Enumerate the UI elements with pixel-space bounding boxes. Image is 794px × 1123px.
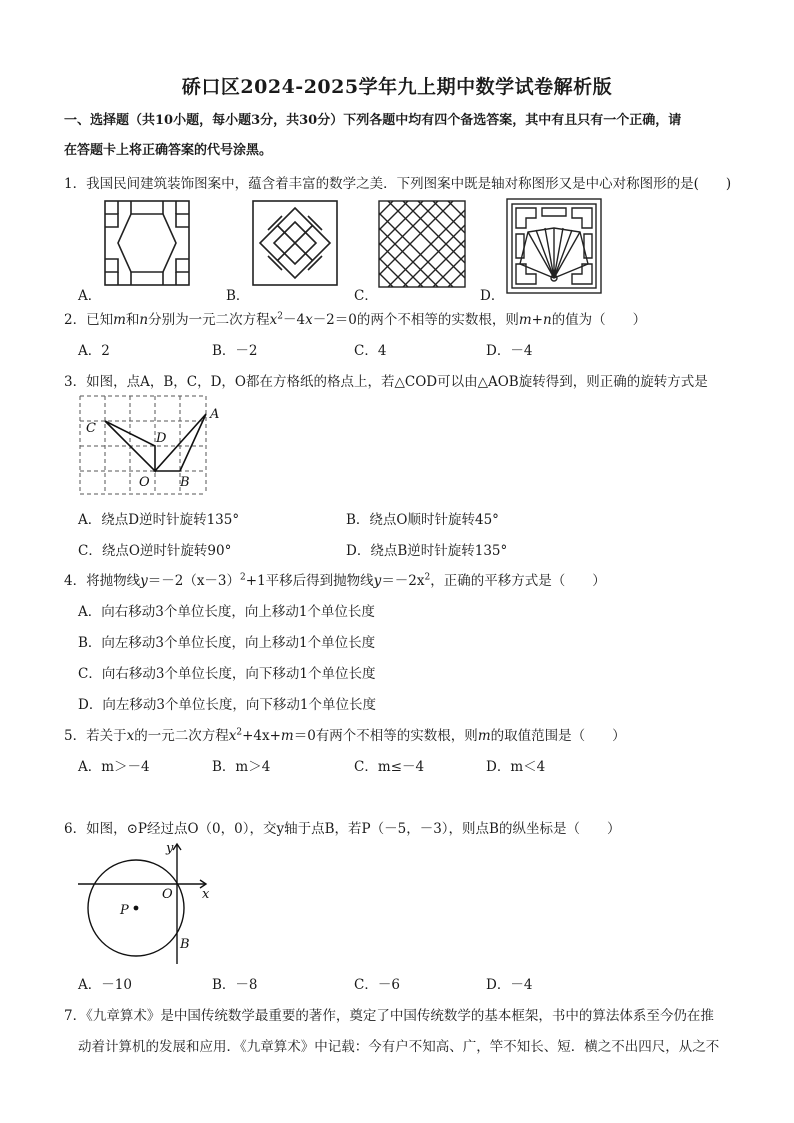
q6-stem: 6．如图，⊙P经过点O（0，0），交y轴于点B，若P（－5，－3），则点B的纵坐标是（ ） bbox=[64, 821, 621, 837]
q6-label-b: B bbox=[180, 937, 190, 952]
q3-option-d[interactable]: D．绕点B逆时针旋转135° bbox=[346, 543, 508, 559]
q6-label-o: O bbox=[162, 887, 173, 902]
q2-stem: 2．已知m和n分别为一元二次方程$x^2-4x-2=0$的两个不相等的实数根，则m+n的值为（ ） bbox=[64, 311, 647, 328]
q1-stem: 1．我国民间建筑装饰图案中，蕴含着丰富的数学之美．下列图案中既是轴对称图形又是中心对称图形的是( ) bbox=[64, 176, 732, 192]
q6-option-a[interactable]: A．－10 bbox=[78, 977, 132, 993]
q5-stem: 5．若关于x的一元二次方程$x^2+4x+m=0$有两个不相等的实数根，则m的取值范围是（ ） bbox=[64, 727, 626, 744]
q3-stem: 3．如图，点A，B，C，D，O都在方格纸的格点上，若△COD可以由△AOB旋转得到，则正确的旋转方式是 bbox=[64, 374, 708, 390]
q2-option-b[interactable]: B．－2 bbox=[212, 343, 258, 359]
q1-option-b[interactable]: B． bbox=[226, 288, 250, 304]
pattern-b-figure bbox=[252, 200, 338, 286]
q3-label-c: C bbox=[86, 421, 96, 436]
q6-label-x: x bbox=[202, 887, 210, 902]
q7-line-1: 7．《九章算术》是中国传统数学最重要的著作，奠定了中国传统数学的基本框架，书中的算法体系至今仍在推 bbox=[64, 1008, 714, 1024]
q5-option-a[interactable]: A．m＞－4 bbox=[78, 759, 150, 775]
q6-option-d[interactable]: D．－4 bbox=[486, 977, 533, 993]
q3-option-b[interactable]: B．绕点O顺时针旋转45° bbox=[346, 512, 499, 528]
q1-option-a[interactable]: A． bbox=[78, 288, 102, 304]
q1-option-d[interactable]: D． bbox=[480, 288, 505, 304]
q4-option-d[interactable]: D．向左移动3个单位长度，向下移动1个单位长度 bbox=[78, 697, 377, 713]
q6-label-y: y bbox=[166, 841, 174, 856]
section-instructions bbox=[64, 106, 744, 166]
q3-option-c[interactable]: C．绕点O逆时针旋转90° bbox=[78, 543, 232, 559]
section-line-1: 一、选择题（共10小题，每小题3分，共30分）下列各题中均有四个备选答案，其中有且只有一个正确，请 bbox=[64, 113, 682, 128]
q6-circle-figure bbox=[76, 838, 226, 968]
q3-label-a: A bbox=[210, 407, 220, 422]
page-title: 硚口区2024-2025学年九上期中数学试卷解析版 bbox=[181, 76, 613, 98]
section-line-2: 在答题卡上将正确答案的代号涂黑。 bbox=[64, 143, 273, 158]
q1-option-c[interactable]: C． bbox=[354, 288, 378, 304]
q6-option-c[interactable]: C．－6 bbox=[354, 977, 400, 993]
q5-option-d[interactable]: D．m＜4 bbox=[486, 759, 546, 775]
q4-option-b[interactable]: B．向左移动3个单位长度，向上移动1个单位长度 bbox=[78, 635, 376, 651]
q6-label-p: P bbox=[120, 903, 129, 918]
pattern-a-figure bbox=[104, 200, 190, 286]
pattern-c-figure bbox=[378, 200, 466, 288]
q3-label-b: B bbox=[180, 475, 190, 490]
q2-option-d[interactable]: D．－4 bbox=[486, 343, 533, 359]
q2-option-a[interactable]: A．2 bbox=[78, 343, 110, 359]
q2-option-c[interactable]: C．4 bbox=[354, 343, 387, 359]
q7-line-2: 动着计算机的发展和应用．《九章算术》中记载：今有户不知高、广，竿不知长、短．横之不出四尺，从之不 bbox=[78, 1039, 720, 1055]
q3-label-o: O bbox=[139, 475, 150, 490]
q5-option-b[interactable]: B．m＞4 bbox=[212, 759, 271, 775]
q4-option-a[interactable]: A．向右移动3个单位长度，向上移动1个单位长度 bbox=[78, 604, 375, 620]
q3-option-a[interactable]: A．绕点D逆时针旋转135° bbox=[78, 512, 240, 528]
q3-grid-figure bbox=[76, 392, 226, 498]
q6-option-b[interactable]: B．－8 bbox=[212, 977, 258, 993]
q4-option-c[interactable]: C．向右移动3个单位长度，向下移动1个单位长度 bbox=[78, 666, 376, 682]
pattern-d-figure bbox=[506, 198, 602, 294]
q5-option-c[interactable]: C．m≤－4 bbox=[354, 759, 425, 775]
q3-label-d: D bbox=[156, 431, 167, 446]
q4-stem: 4．将抛物线$y=-2(x-3)^2+1$平移后得到抛物线$y=-2x^2$，正确的平移方式是（ ） bbox=[64, 572, 606, 589]
